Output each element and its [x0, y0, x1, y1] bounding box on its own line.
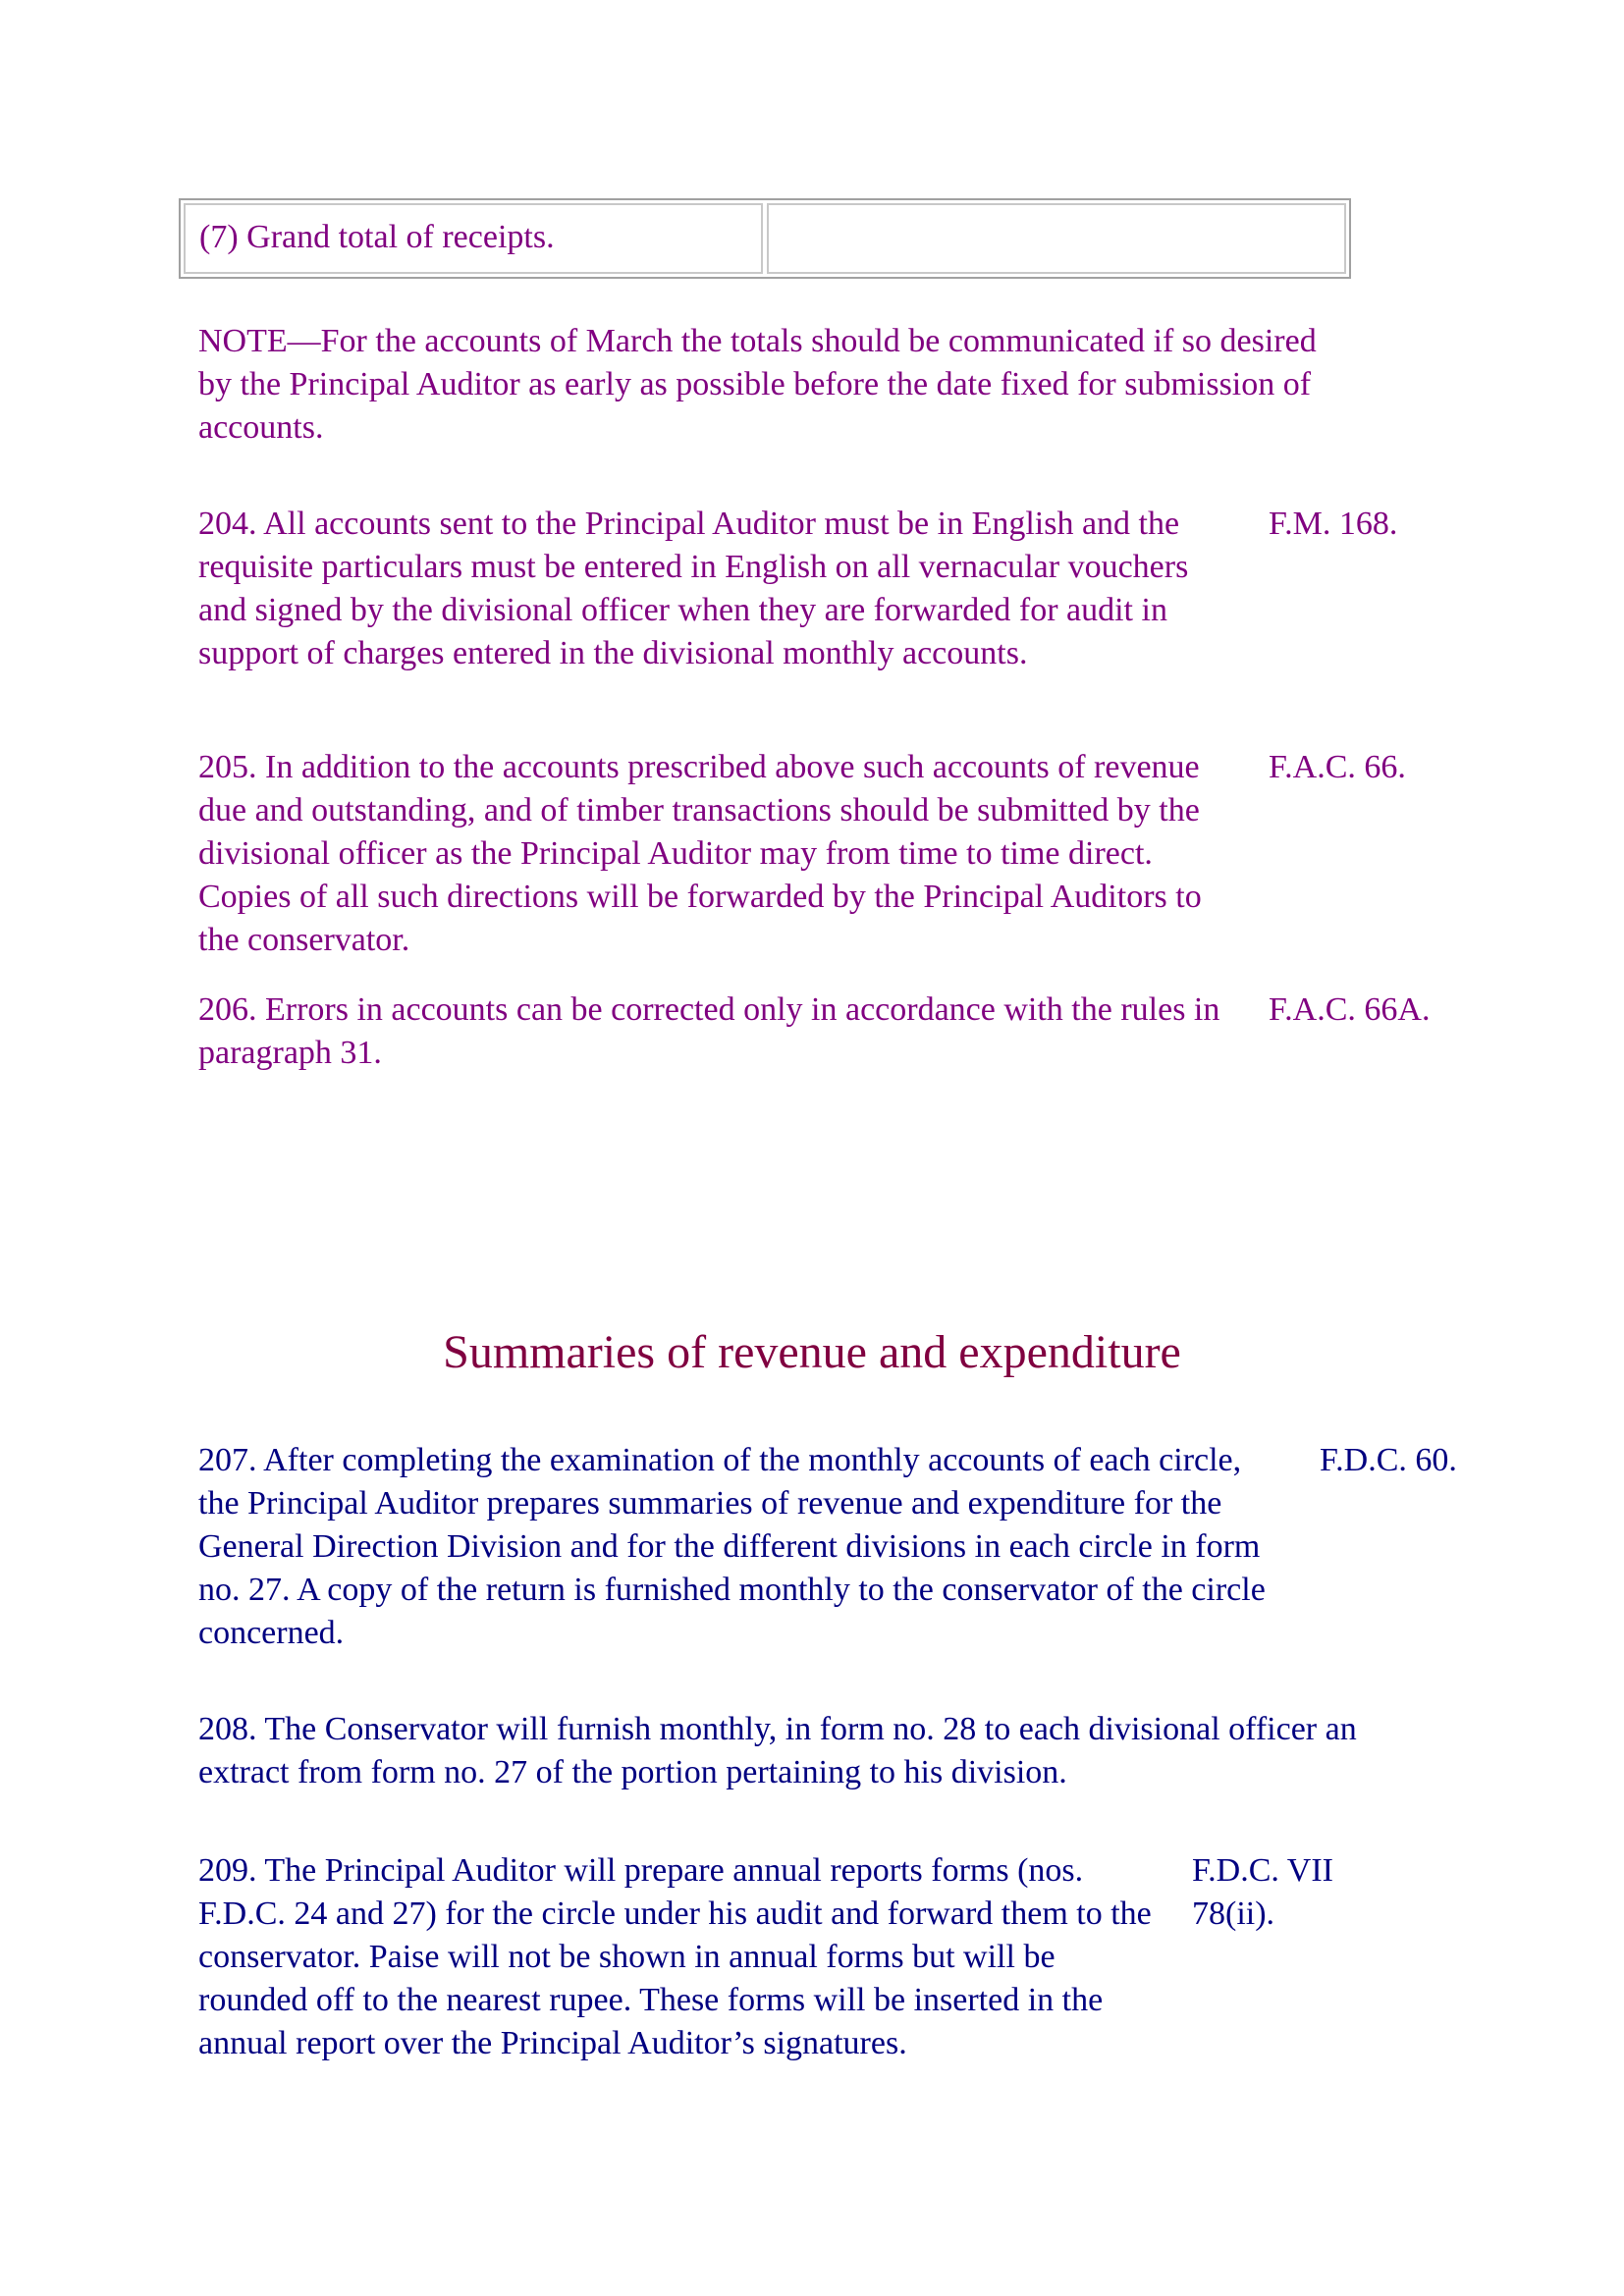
table-cell-value — [767, 203, 1346, 274]
paragraph-reference: F.D.C. VII 78(ii). — [1192, 1852, 1334, 1932]
paragraph-reference: F.A.C. 66. — [1269, 749, 1406, 785]
paragraph-text: 207. After completing the examination of the monthly accounts of each circle, the Principal Auditor prepares summaries of revenue and expenditure for the General Direction Division and for the different divisions in each circle in form no. 27. A copy of the return is furnished monthly to the conservator of the circle concerned. — [198, 1442, 1266, 1651]
paragraph-text: 208. The Conservator will furnish monthly, in form no. 28 to each divisional officer an extract from form no. 27 of the portion pertaining to his division. — [198, 1711, 1357, 1790]
paragraph-209 — [198, 1849, 1379, 2065]
paragraph-text: 204. All accounts sent to the Principal Auditor must be in English and the requisite particulars must be entered in English on all vernacular vouchers and signed by the divisional officer when they are forwarded for audit in support of charges entered in the divisional monthly accounts. — [198, 506, 1189, 671]
paragraph-reference: F.D.C. 60. — [1320, 1442, 1457, 1478]
paragraph-207 — [198, 1439, 1457, 1655]
paragraph-reference: F.A.C. 66A. — [1269, 991, 1431, 1028]
section-heading: Summaries of revenue and expenditure — [443, 1326, 1181, 1378]
paragraph-text: 206. Errors in accounts can be corrected only in accordance with the rules in paragraph 31. — [198, 991, 1220, 1071]
paragraph-205 — [198, 746, 1406, 962]
paragraph-208 — [198, 1708, 1357, 1794]
paragraph-206 — [198, 988, 1430, 1075]
receipts-table — [179, 198, 1351, 279]
paragraph-text: 205. In addition to the accounts prescribed above such accounts of revenue due and outstanding, and of timber transactions should be submitted by the divisional officer as the Principal Auditor may from time to time direct. Copies of all such directions will be forwarded by the Principal Auditors to the conservator. — [198, 749, 1202, 958]
note-paragraph: NOTE—For the accounts of March the totals should be communicated if so desired by the Principal Auditor as early as possible before the date fixed for submission of accounts. — [198, 323, 1317, 446]
paragraph-text: 209. The Principal Auditor will prepare annual reports forms (nos. F.D.C. 24 and 27) for the circle under his audit and forward them to the conservator. Paise will not be shown in annual forms but will be rounded off to the nearest rupee. These forms will be inserted in the annual report over the Principal Auditor’s signatures. — [198, 1852, 1152, 2061]
paragraph-204 — [198, 503, 1397, 675]
table-cell-label: (7) Grand total of receipts. — [184, 203, 763, 274]
paragraph-reference: F.M. 168. — [1269, 506, 1398, 542]
